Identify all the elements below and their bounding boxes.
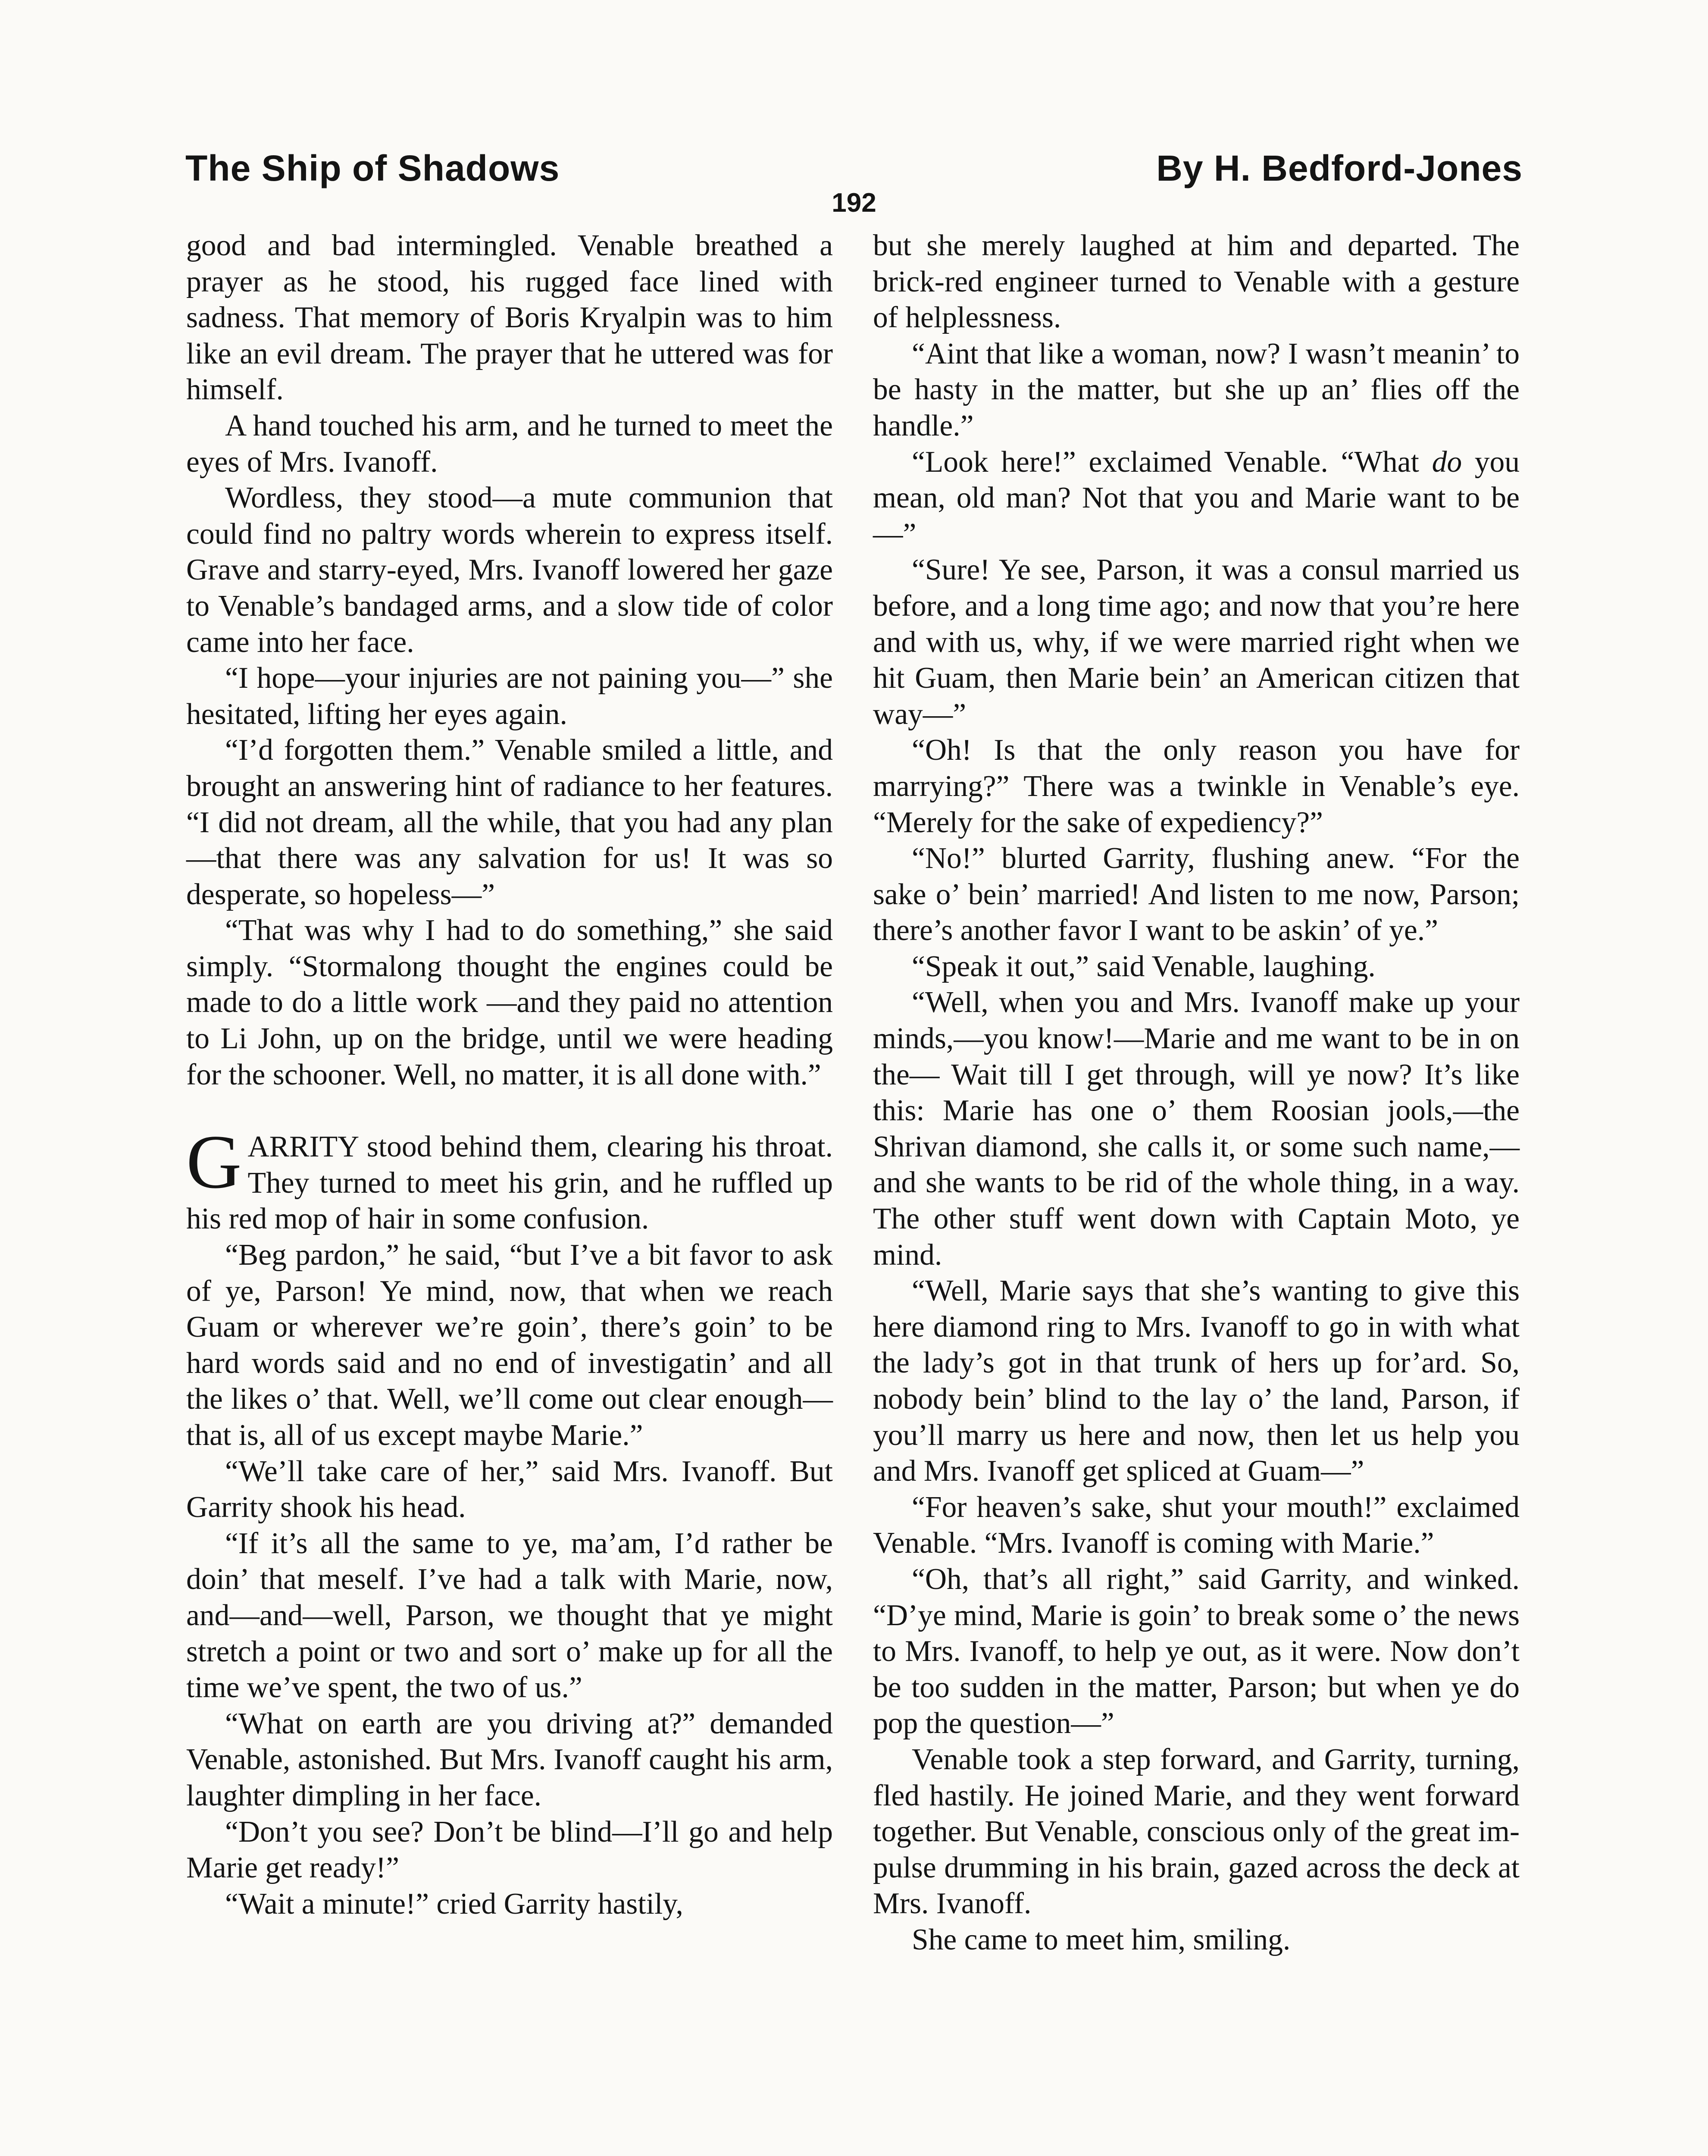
paragraph [873, 444, 1520, 552]
paragraph: “Speak it out,” said Venable, laughing. [912, 950, 1376, 983]
paragraph: good and bad intermingled. Venable breathed a prayer as he stood, his rugged face lined with sadness. That memory of Boris Kryalpin was to him like an evil dream. The prayer that he uttered was for himself. [186, 229, 833, 407]
paragraph: A hand touched his arm, and he turned to meet the eyes of Mrs. Ivanoff. [186, 409, 833, 479]
drop-cap-letter: G [186, 1119, 242, 1205]
paragraph: “If it’s all the same to ye, ma’am, I’d rather be doin’ that meself. I’ve had a talk with Marie, now, and—and—well, Parson, we thought that ye might stretch a point or two and sort o’ make up for all the time we’ve spent, the two of us.” [186, 1526, 833, 1705]
right-column [873, 228, 1520, 1958]
paragraph-text: ARRITY stood behind them, clearing his throat. They turned to meet his grin, and he ruffled up his red mop of hair in some confusion. [186, 1130, 833, 1236]
paragraph: Wordless, they stood—a mute communion that could find no paltry words wherein to express itself. Grave and starry-eyed, Mrs. Ivanoff lowered her gaze to Venable’s bandaged arms, and a slow tide of color came into her face. [186, 481, 833, 659]
paragraph: “Aint that like a woman, now? I wasn’t meanin’ to be hasty in the matter, but she up an’ flies off the handle.” [873, 337, 1520, 442]
paragraph: “That was why I had to do something,” she said simply. “Stormalong thought the engines could be made to do a little work —and they paid no attention to Li John, up on the bridge, until we were heading for the schooner. Well, no matter, it is all done with.” [186, 914, 833, 1091]
paragraph: “I hope—your injuries are not paining you—” she hesitated, lifting her eyes again. [186, 661, 833, 731]
paragraph: “Well, Marie says that she’s wanting to give this here diamond ring to Mrs. Ivanoff to go in with what the lady’s got in that trunk of hers up for’ard. So, nobody bein’ blind to the lay o’ the land, Parson, if you’ll marry us here and now, then let us help you and Mrs. Ivanoff get spliced at Guam—” [873, 1274, 1520, 1488]
paragraph-text: you mean, old man? Not that you and Marie want to be—” [873, 445, 1520, 551]
paragraph: “We’ll take care of her,” said Mrs. Ivanoff. But Garrity shook his head. [186, 1454, 833, 1524]
paragraph: “Oh! Is that the only reason you have for marrying?” There was a twinkle in Venable’s eye. “Merely for the sake of expediency?” [873, 733, 1520, 839]
paragraph: “For heaven’s sake, shut your mouth!” exclaimed Venable. “Mrs. Ivanoff is coming with Marie.” [873, 1490, 1520, 1560]
paragraph: “Beg pardon,” he said, “but I’ve a bit favor to ask of ye, Parson! Ye mind, now, that when we reach Guam or wherever we’re goin’, there’s goin’ to be hard words said and no end of investigatin’ and all the likes o’ that. Well, we’ll come out clear enough—that is, all of us except maybe Marie.” [186, 1238, 833, 1452]
paragraph: “I’d forgotten them.” Venable smiled a little, and brought an answering hint of radiance to her features. “I did not dream, all the while, that you had any plan—that there was any salvation for us! It was so desperate, so hopeless—” [186, 733, 833, 911]
author-byline: By H. Bedford-Jones [1156, 147, 1523, 188]
paragraph: She came to meet him, smiling. [912, 1923, 1291, 1956]
emphasized-word: do [1432, 445, 1462, 479]
paragraph: “Oh, that’s all right,” said Garrity, and winked. “D’ye mind, Marie is goin’ to break some o’ the news to Mrs. Ivanoff, to help ye out, as it were. Now don’t be too sudden in the matter, Parson; but when ye do pop the question—” [873, 1562, 1520, 1740]
story-title: The Ship of Shadows [185, 147, 560, 188]
paragraph: “No!” blurted Garrity, flushing anew. “For the sake o’ bein’ married! And listen to me now, Parson; there’s another favor I want to be askin’ of ye.” [873, 842, 1520, 947]
section-opening-paragraph [186, 1119, 833, 1237]
paragraph: “Well, when you and Mrs. Ivanoff make up your minds,—you know!—Marie and me want to be in on the— Wait till I get through, will ye now? It’s like this: Marie has one o’ them Roosian jools,—the Shrivan diamond, she calls it, or some such name,—and she wants to be rid of the whole thing, in a way. The other stuff went down with Captain Moto, ye mind. [873, 986, 1520, 1272]
paragraph: “Don’t you see? Don’t be blind—I’ll go and help Marie get ready!” [186, 1815, 833, 1885]
paragraph: “What on earth are you driving at?” demanded Venable, astonished. But Mrs. Ivanoff caught his arm, laughter dimpling in her face. [186, 1707, 833, 1812]
paragraph: “Sure! Ye see, Parson, it was a consul married us before, and a long time ago; and now that you’re here and with us, why, if we were married right when we hit Guam, then Marie bein’ an American citizen that way—” [873, 553, 1520, 731]
paragraph: “Wait a minute!” cried Garrity hastily, [225, 1887, 683, 1921]
paragraph: but she merely laughed at him and departed. The brick-red engineer turned to Venable with a gesture of helplessness. [873, 229, 1520, 335]
left-column [186, 228, 833, 1922]
paragraph: Venable took a step forward, and Garrity, turning, fled hastily. He joined Marie, and they went forward together. But Venable, conscious only of the great impulse drumming in his brain, gazed across the deck at Mrs. Ivanoff. [873, 1742, 1520, 1921]
running-header [185, 142, 1523, 194]
page-number: 192 [832, 188, 876, 218]
paragraph-text: “Look here!” exclaimed Venable. “What [912, 445, 1419, 479]
